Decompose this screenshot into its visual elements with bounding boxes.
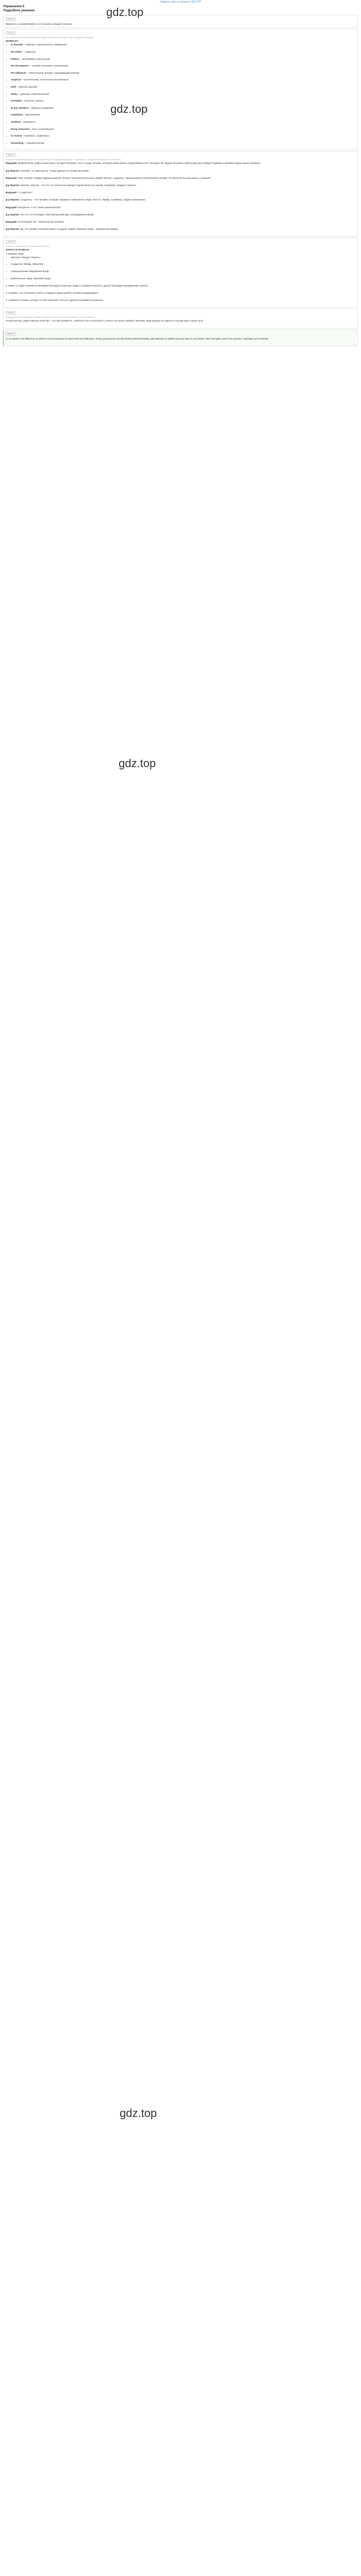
task-tag: Задание [6,154,16,157]
dialogue-line: Д-р Мартин: Спасибо, что пригласили. Я рад поделиться своими мыслями. [6,169,90,172]
vocab-heading: WORDLIST [6,40,19,43]
answer-subitem: • Создатели: Фрейд, Эйнштейн. [11,262,355,266]
dialogue-line: Ведущий: Добрый вечер, добро пожаловать! Сегодня вечером у нас в студии человек, который своим умом и трудолюбием стал легендой. Мы будем обсуждать работу Доктора Говарда Гарднера о великих людях нашего времени. [6,162,261,165]
conclusion-text: Подведите итоги обсуждения. Какие качества, по вашему мнению, важнее всего для успеха? [6,316,95,319]
vocab-list [6,43,355,145]
answer-sublist [6,256,355,280]
vocab-item: • to flounder – мямлить, нерешительно, неуверенно [11,43,355,46]
conclusion-section [3,309,358,328]
vocab-instructions: По возможности используйте новые слова и выражения из урока, при обсуждении задания. [6,36,94,39]
watermark: gdz.top [106,6,144,19]
answer-item: 2. Какие-то люди становятся великими благодаря упорному труду и сосредоточенности, другие благодаря врождённому таланту. [6,284,149,287]
vocab-item: • inspiration – вдохновение [11,113,355,116]
summary-text: In my opinion, the difference in talent is not as important as hard work and dedication. Every great person we discussed worked tirelessly, paid attention to details and was open to new ideas. Their strengths came from practice, inspiration and modesty. [6,337,269,340]
dialogue-line: Ведущий: А создатель? [6,191,32,194]
intro-text: Вернитесь к упражнениям 2 и 4 B группах обсудите вопросы [6,23,73,25]
vocab-item: • being conscious – быть сознательным [11,127,355,131]
watermark: gdz.top [110,103,148,115]
dialogue-line: Д-р Мартин: Это тот, кто исследует свой внутренний мир, как Вирджиния Вулф. [6,213,94,216]
dialogue-line: Д-р Мартин: Создатель – это человек, который открывает совершенно новую область. Фрейд, к примеру, создал психоанализ. [6,198,146,201]
vocab-item: • the influencer – влиятельный человек, оказывающий влияние [11,71,355,75]
conclusion-answer: На мой взгляд, самые важные качества – это настойчивость, любопытство и способность учиться на своих ошибках. Великие люди никогда не сдаются и всегда ищут новые пути. [6,319,204,323]
exercise-title: Упражнение 8 [3,5,24,8]
vocab-item: • modesty – скромность [11,120,355,124]
vocab-item: • bold – смелый, дерзкий [11,85,355,89]
watermark: gdz.top [120,2107,157,2120]
discussion-intro: Ответьте на вопросы по прочитанному тексту. [6,245,50,248]
dialogue-line: Д-р Мартин: Да, это человек, который влияет на других людей. Махатма Ганди – прекрасный пример. [6,228,119,231]
watermark: gdz.top [119,757,156,770]
vocab-item: • tireless – неутомимый, неустанный [11,57,355,61]
vocab-item: • sceptical – скептический, скептически настроенный [11,78,355,81]
answer-item: 1. Видные люди: • Мастера: Моцарт, Пикассо. • Создатели: Фрейд, Эйнштейн. • Самоаналитики: Вирджиния Вулф. • Влиятельные люди: Махатма Ганди. [6,252,355,280]
vocab-item: • to pay attention – обращать внимание [11,106,355,110]
vocab-item: • fascinating – очаровательный [11,141,355,145]
summary-section [3,330,358,346]
vocab-section [3,29,358,150]
dialogue-line: Д-р Мартин: Конечно. Мастер – это тот, кто полностью овладел одной областью знаний. Например, Моцарт в музыке. [6,183,137,187]
dialogue-line: Ведущий: Интересно. А кто такой самоаналитик? [6,206,61,209]
answer-item: 3. Я думаю, что сочетание таланта, усердия и удачи делает человека выдающимся. [6,291,99,294]
answer-subitem: • Самоаналитики: Вирджиния Вулф. [11,269,355,273]
vocab-item: • bratty – ужасный, отвратительный [11,92,355,96]
vocab-item: • strengths – сильные стороны [11,99,355,103]
dialogue-intro: Вспомните биографию одного из великих людей. Подготовьте диалог с партнёром, в котором вы обсудите его личность. [6,158,122,161]
questions-heading: Ответы на вопросы [6,248,29,251]
task-tag: Задание [6,18,16,21]
answer-item: 4. Скромность важна, потому что она позволяет учиться у других и развиваться дальше. [6,299,104,302]
task-tag: Задание [6,311,16,315]
dialogue-section [3,151,358,236]
intro-section [3,15,358,28]
task-tag: Задание [6,240,16,244]
dialogue-line: Ведущий: Итак, начнём. Говард Гарднер выделил четыре типа исключительных людей: мастер, создатель, самоаналитик и влиятельный человек. Не могли бы вы рассказать о каждом? [6,176,211,179]
vocab-item: • to involve – вовлекать, привлекать [11,134,355,138]
answer-subitem: • Мастера: Моцарт, Пикассо. [11,256,355,259]
solution-title: Подробное решение [3,9,35,12]
dialogue-line: Ведущий: И последний тип – влиятельный человек? [6,220,64,223]
related-questions-link[interactable]: Найдите ещё по вопросу ГДЗ ТОП [160,1,201,4]
task-tag: Задание [6,31,16,35]
discussion-section [3,238,358,308]
vocab-item: • the maker – создатель [11,50,355,54]
task-tag: Задание [6,332,16,336]
answer-subitem: • Влиятельные люди: Махатма Ганди. [11,277,355,280]
vocab-item: • the introspector – человек склонный к самоанализу [11,64,355,67]
